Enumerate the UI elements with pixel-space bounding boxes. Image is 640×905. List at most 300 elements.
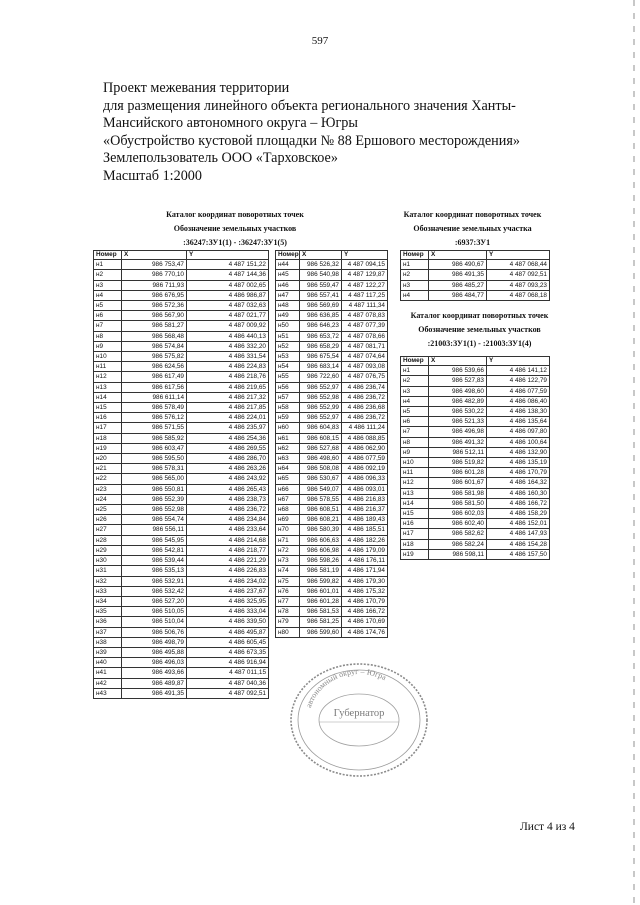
page-number: 597 [311,35,329,47]
table-row [94,658,269,668]
table-row [276,474,388,484]
x-coordinate-cell: 986 617,56 [122,382,187,392]
x-coordinate-cell: 986 683,14 [300,362,342,372]
y-coordinate-cell: 4 486 236,72 [187,505,269,515]
coordinate-table-2 [275,250,388,638]
x-coordinate-cell: 986 722,60 [300,372,342,382]
point-number-cell: н13 [401,488,429,498]
point-number-cell: н15 [401,509,429,519]
point-number-cell: н1 [401,366,429,376]
table-row [94,403,269,413]
y-coordinate-cell: 4 486 269,55 [187,443,269,453]
y-coordinate-cell: 4 486 077,59 [487,386,550,396]
point-number-cell: н17 [94,423,122,433]
x-coordinate-cell: 986 604,83 [300,423,342,433]
column-header-number: Номер [401,357,429,366]
y-coordinate-cell: 4 486 333,04 [187,607,269,617]
document-title [103,80,520,186]
x-coordinate-cell: 986 567,90 [122,311,187,321]
table-row [94,556,269,566]
table-row [276,454,388,464]
y-coordinate-cell: 4 486 176,11 [342,556,388,566]
point-number-cell: н49 [276,311,300,321]
point-number-cell: н27 [94,525,122,535]
x-coordinate-cell: 986 599,82 [300,576,342,586]
y-coordinate-cell: 4 486 170,69 [342,617,388,627]
point-number-cell: н21 [94,464,122,474]
x-coordinate-cell: 986 491,32 [429,437,487,447]
x-coordinate-cell: 986 532,91 [122,576,187,586]
catalog-2-heading [385,208,560,250]
y-coordinate-cell: 4 486 141,12 [487,366,550,376]
point-number-cell: н25 [94,505,122,515]
x-coordinate-cell: 986 653,72 [300,331,342,341]
y-coordinate-cell: 4 486 236,74 [342,382,388,392]
point-number-cell: н19 [94,443,122,453]
y-coordinate-cell: 4 487 074,64 [342,352,388,362]
x-coordinate-cell: 986 496,98 [429,427,487,437]
y-coordinate-cell: 4 486 916,94 [187,658,269,668]
table-row [94,464,269,474]
x-coordinate-cell: 986 510,05 [122,607,187,617]
column-header-number: Номер [276,251,300,260]
x-coordinate-cell: 986 572,36 [122,301,187,311]
x-coordinate-cell: 986 581,19 [300,566,342,576]
table-row [94,321,269,331]
table-row [276,270,388,280]
x-coordinate-cell: 986 527,68 [300,443,342,453]
table-row [276,331,388,341]
table-row [276,505,388,515]
y-coordinate-cell: 4 486 189,43 [342,515,388,525]
y-coordinate-cell: 4 486 217,85 [187,403,269,413]
table-row [276,556,388,566]
x-coordinate-cell: 986 556,11 [122,525,187,535]
catalog-heading-line: :36247:ЗУ1(1) - :36247:ЗУ1(5) [183,238,287,247]
table-row [94,678,269,688]
x-coordinate-cell: 986 491,35 [122,688,187,698]
y-coordinate-cell: 4 486 218,77 [187,545,269,555]
x-coordinate-cell: 986 770,10 [122,270,187,280]
point-number-cell: н12 [94,372,122,382]
table-row [94,290,269,300]
table-row [94,372,269,382]
table-row [401,386,550,396]
official-seal [287,660,431,780]
point-number-cell: н45 [276,270,300,280]
catalog-1-heading [130,208,340,250]
column-header-x: X [429,357,487,366]
point-number-cell: н59 [276,413,300,423]
y-coordinate-cell: 4 486 286,70 [187,454,269,464]
point-number-cell: н80 [276,627,300,637]
x-coordinate-cell: 986 530,22 [429,407,487,417]
x-coordinate-cell: 986 574,84 [122,341,187,351]
y-coordinate-cell: 4 486 138,30 [487,407,550,417]
x-coordinate-cell: 986 569,69 [300,301,342,311]
table-row [276,515,388,525]
x-coordinate-cell: 986 527,20 [122,596,187,606]
point-number-cell: н35 [94,607,122,617]
table-row [401,549,550,559]
seal-ring-text [304,667,388,709]
x-coordinate-cell: 986 545,95 [122,535,187,545]
y-coordinate-cell: 4 486 234,84 [187,515,269,525]
table-row [276,464,388,474]
point-number-cell: н7 [94,321,122,331]
point-number-cell: н63 [276,454,300,464]
point-number-cell: н5 [94,301,122,311]
table-row [401,488,550,498]
table-row [401,498,550,508]
table-row [401,447,550,457]
y-coordinate-cell: 4 486 263,26 [187,464,269,474]
point-number-cell: н72 [276,545,300,555]
table-row [276,341,388,351]
point-number-cell: н4 [401,396,429,406]
x-coordinate-cell: 986 510,04 [122,617,187,627]
point-number-cell: н3 [401,280,429,290]
column-header-y: Y [487,357,550,366]
table-row [94,280,269,290]
point-number-cell: н44 [276,260,300,270]
point-number-cell: н11 [401,468,429,478]
point-number-cell: н61 [276,433,300,443]
catalog-heading-line: :6937:ЗУ1 [454,238,491,247]
x-coordinate-cell: 986 581,53 [300,607,342,617]
table-row [94,270,269,280]
table-row [276,433,388,443]
catalog-3-heading [392,309,567,351]
table-row [94,586,269,596]
table-row [401,280,550,290]
x-coordinate-cell: 986 595,50 [122,454,187,464]
y-coordinate-cell: 4 487 009,92 [187,321,269,331]
table-row [94,352,269,362]
y-coordinate-cell: 4 486 179,09 [342,545,388,555]
point-number-cell: н4 [94,290,122,300]
y-coordinate-cell: 4 487 094,15 [342,260,388,270]
x-coordinate-cell: 986 608,15 [300,433,342,443]
title-line: Землепользователь ООО «Тарховское» [103,150,338,167]
sheet-number: Лист 4 из 4 [520,821,575,833]
point-number-cell: н53 [276,352,300,362]
catalog-heading-line: Каталог координат поворотных точек [410,311,549,320]
y-coordinate-cell: 4 487 144,36 [187,270,269,280]
x-coordinate-cell: 986 601,28 [300,596,342,606]
point-number-cell: н33 [94,586,122,596]
column-header-number: Номер [94,251,122,260]
x-coordinate-cell: 986 530,67 [300,474,342,484]
point-number-cell: н2 [94,270,122,280]
x-coordinate-cell: 986 552,39 [122,494,187,504]
catalog-heading-line: Обозначение земельных участка [413,224,532,233]
point-number-cell: н79 [276,617,300,627]
x-coordinate-cell: 986 675,54 [300,352,342,362]
y-coordinate-cell: 4 486 158,29 [487,509,550,519]
y-coordinate-cell: 4 487 078,83 [342,311,388,321]
point-number-cell: н52 [276,341,300,351]
point-number-cell: н57 [276,392,300,402]
x-coordinate-cell: 986 624,56 [122,362,187,372]
x-coordinate-cell: 986 519,82 [429,458,487,468]
table-row [276,617,388,627]
point-number-cell: н37 [94,627,122,637]
table-row [94,443,269,453]
table-row [94,515,269,525]
x-coordinate-cell: 986 512,11 [429,447,487,457]
point-number-cell: н22 [94,474,122,484]
table-row [276,494,388,504]
y-coordinate-cell: 4 486 100,64 [487,437,550,447]
y-coordinate-cell: 4 487 040,36 [187,678,269,688]
table-row [276,535,388,545]
table-row [276,290,388,300]
y-coordinate-cell: 4 486 233,64 [187,525,269,535]
column-header-number: Номер [401,251,429,260]
point-number-cell: н68 [276,505,300,515]
y-coordinate-cell: 4 486 062,90 [342,443,388,453]
table-row [276,372,388,382]
point-number-cell: н55 [276,372,300,382]
x-coordinate-cell: 986 711,93 [122,280,187,290]
table-row [276,576,388,586]
y-coordinate-cell: 4 486 171,94 [342,566,388,576]
table-row [276,627,388,637]
table-row [94,474,269,484]
y-coordinate-cell: 4 487 068,44 [487,260,550,270]
x-coordinate-cell: 986 539,44 [122,556,187,566]
table-row [276,321,388,331]
x-coordinate-cell: 986 578,49 [122,403,187,413]
x-coordinate-cell: 986 552,97 [300,413,342,423]
table-row [94,362,269,372]
x-coordinate-cell: 986 580,39 [300,525,342,535]
column-header-y: Y [187,251,269,260]
table-row [94,494,269,504]
y-coordinate-cell: 4 486 218,76 [187,372,269,382]
table-row [401,427,550,437]
x-coordinate-cell: 986 578,55 [300,494,342,504]
y-coordinate-cell: 4 486 216,37 [342,505,388,515]
table-row [94,484,269,494]
x-coordinate-cell: 986 485,27 [429,280,487,290]
point-number-cell: н74 [276,566,300,576]
point-number-cell: н23 [94,484,122,494]
y-coordinate-cell: 4 486 166,72 [342,607,388,617]
y-coordinate-cell: 4 486 339,50 [187,617,269,627]
y-coordinate-cell: 4 486 605,45 [187,637,269,647]
point-number-cell: н15 [94,403,122,413]
table-row [276,352,388,362]
x-coordinate-cell: 986 601,01 [300,586,342,596]
point-number-cell: н30 [94,556,122,566]
point-number-cell: н14 [401,498,429,508]
table-row [276,413,388,423]
x-coordinate-cell: 986 602,03 [429,509,487,519]
y-coordinate-cell: 4 486 236,68 [342,403,388,413]
y-coordinate-cell: 4 487 111,34 [342,301,388,311]
point-number-cell: н3 [94,280,122,290]
title-line: Мансийского автономного округа – Югры [103,115,358,132]
table-row [94,668,269,678]
column-header-x: X [300,251,342,260]
y-coordinate-cell: 4 486 986,87 [187,290,269,300]
point-number-cell: н36 [94,617,122,627]
y-coordinate-cell: 4 487 092,51 [187,688,269,698]
point-number-cell: н66 [276,484,300,494]
y-coordinate-cell: 4 487 021,77 [187,311,269,321]
x-coordinate-cell: 986 491,35 [429,270,487,280]
y-coordinate-cell: 4 486 238,73 [187,494,269,504]
y-coordinate-cell: 4 486 236,72 [342,413,388,423]
y-coordinate-cell: 4 487 078,66 [342,331,388,341]
x-coordinate-cell: 986 601,67 [429,478,487,488]
y-coordinate-cell: 4 486 226,83 [187,566,269,576]
table-row [401,366,550,376]
x-coordinate-cell: 986 581,98 [429,488,487,498]
y-coordinate-cell: 4 486 179,30 [342,576,388,586]
table-row [94,617,269,627]
y-coordinate-cell: 4 486 077,59 [342,454,388,464]
x-coordinate-cell: 986 646,23 [300,321,342,331]
coordinate-table-1 [93,250,269,699]
table-row [401,417,550,427]
y-coordinate-cell: 4 487 076,75 [342,372,388,382]
x-coordinate-cell: 986 552,98 [122,505,187,515]
x-coordinate-cell: 986 557,41 [300,290,342,300]
point-number-cell: н67 [276,494,300,504]
x-coordinate-cell: 986 585,92 [122,433,187,443]
title-line: «Обустройство кустовой площадки № 88 Ершового месторождения» [103,132,520,149]
x-coordinate-cell: 986 606,98 [300,545,342,555]
y-coordinate-cell: 4 486 185,51 [342,525,388,535]
y-coordinate-cell: 4 486 175,32 [342,586,388,596]
point-number-cell: н9 [94,341,122,351]
catalog-heading-line: Обозначение земельных участков [173,224,297,233]
point-number-cell: н70 [276,525,300,535]
point-number-cell: н14 [94,392,122,402]
table-row [276,260,388,270]
table-row [401,260,550,270]
x-coordinate-cell: 986 542,81 [122,545,187,555]
y-coordinate-cell: 4 487 011,15 [187,668,269,678]
y-coordinate-cell: 4 486 673,35 [187,647,269,657]
table-row [94,688,269,698]
table-row [94,433,269,443]
point-number-cell: н19 [401,549,429,559]
table-row [276,280,388,290]
point-number-cell: н75 [276,576,300,586]
x-coordinate-cell: 986 498,60 [429,386,487,396]
y-coordinate-cell: 4 486 092,19 [342,464,388,474]
point-number-cell: н73 [276,556,300,566]
catalog-heading-line: Каталог координат поворотных точек [166,210,304,219]
point-number-cell: н64 [276,464,300,474]
table-row [94,413,269,423]
point-number-cell: н50 [276,321,300,331]
y-coordinate-cell: 4 487 068,18 [487,290,550,300]
table-row [401,437,550,447]
column-header-y: Y [487,251,550,260]
point-number-cell: н60 [276,423,300,433]
column-header-x: X [122,251,187,260]
x-coordinate-cell: 986 601,28 [429,468,487,478]
table-row [94,576,269,586]
point-number-cell: н10 [94,352,122,362]
y-coordinate-cell: 4 486 224,83 [187,362,269,372]
table-row [94,341,269,351]
y-coordinate-cell: 4 486 325,95 [187,596,269,606]
y-coordinate-cell: 4 487 093,23 [487,280,550,290]
table-row [94,505,269,515]
y-coordinate-cell: 4 486 170,79 [487,468,550,478]
table-row [94,331,269,341]
table-row [94,566,269,576]
y-coordinate-cell: 4 487 117,25 [342,290,388,300]
y-coordinate-cell: 4 486 097,80 [487,427,550,437]
y-coordinate-cell: 4 486 166,72 [487,498,550,508]
point-number-cell: н48 [276,301,300,311]
point-number-cell: н46 [276,280,300,290]
x-coordinate-cell: 986 576,12 [122,413,187,423]
point-number-cell: н3 [401,386,429,396]
catalog-heading-line: Обозначение земельных участков [418,325,541,334]
column-header-x: X [429,251,487,260]
y-coordinate-cell: 4 486 147,93 [487,529,550,539]
table-row [401,376,550,386]
y-coordinate-cell: 4 486 157,50 [487,549,550,559]
point-number-cell: н32 [94,576,122,586]
catalog-heading-line: Каталог координат поворотных точек [403,210,542,219]
table-row [276,392,388,402]
point-number-cell: н1 [401,260,429,270]
table-row [94,311,269,321]
table-row [94,545,269,555]
y-coordinate-cell: 4 486 160,30 [487,488,550,498]
point-number-cell: н76 [276,586,300,596]
y-coordinate-cell: 4 486 182,26 [342,535,388,545]
x-coordinate-cell: 986 535,13 [122,566,187,576]
y-coordinate-cell: 4 486 135,64 [487,417,550,427]
y-coordinate-cell: 4 486 235,97 [187,423,269,433]
x-coordinate-cell: 986 581,25 [300,617,342,627]
point-number-cell: н78 [276,607,300,617]
table-row [94,627,269,637]
x-coordinate-cell: 986 482,89 [429,396,487,406]
y-coordinate-cell: 4 486 219,65 [187,382,269,392]
point-number-cell: н7 [401,427,429,437]
point-number-cell: н8 [401,437,429,447]
x-coordinate-cell: 986 489,87 [122,678,187,688]
y-coordinate-cell: 4 486 236,72 [342,392,388,402]
y-coordinate-cell: 4 486 111,24 [342,423,388,433]
table-row [276,403,388,413]
point-number-cell: н16 [94,413,122,423]
table-row [401,509,550,519]
table-row [276,382,388,392]
y-coordinate-cell: 4 487 081,71 [342,341,388,351]
page-edge-marks [633,0,635,905]
x-coordinate-cell: 986 550,81 [122,484,187,494]
point-number-cell: н24 [94,494,122,504]
y-coordinate-cell: 4 486 170,79 [342,596,388,606]
y-coordinate-cell: 4 486 152,01 [487,519,550,529]
point-number-cell: н56 [276,382,300,392]
point-number-cell: н31 [94,566,122,576]
table-row [276,596,388,606]
point-number-cell: н39 [94,647,122,657]
